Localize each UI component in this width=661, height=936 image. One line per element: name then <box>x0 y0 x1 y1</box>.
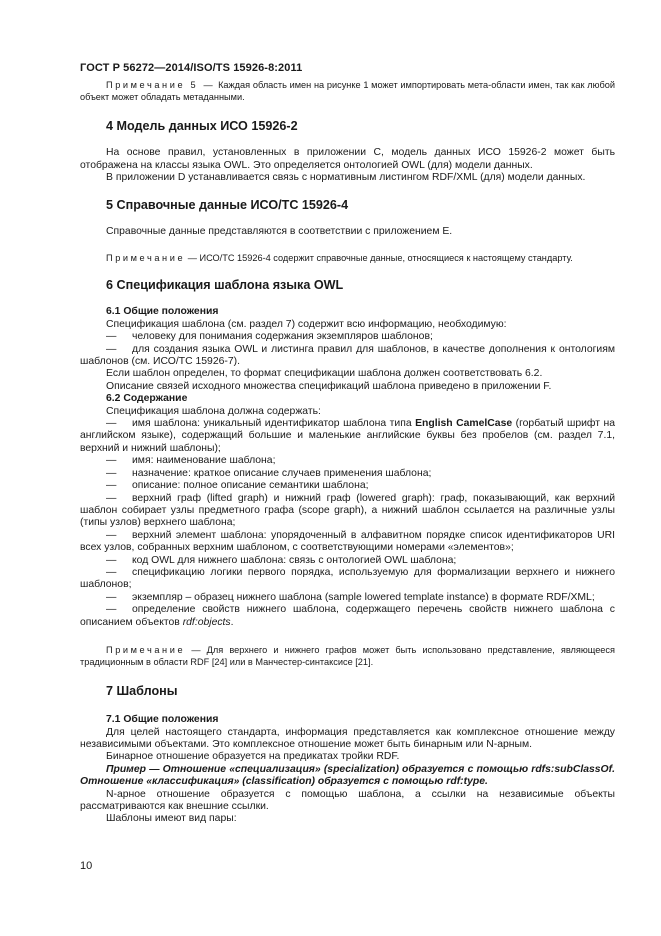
s6-list-item-6 <box>80 530 615 555</box>
s7-paragraph-2: Бинарное отношение образуется на предикатах тройки RDF. <box>106 751 400 763</box>
note-5-text: Каждая область имен на рисунке 1 может импортировать мета-области имен, так как любой объект может обладать метаданными. <box>80 80 616 102</box>
s6-list-item-9 <box>80 592 615 604</box>
document-header: ГОСТ Р 56272—2014/ISO/TS 15926-8:2011 <box>80 62 303 74</box>
list-text: спецификацию логики первого порядка, используемую для формализации верхнего и нижнего шаблонов; <box>80 566 615 591</box>
list-text: имя: наименование шаблона; <box>132 455 276 467</box>
s6-list-item-5 <box>80 493 615 530</box>
list-text: . <box>230 616 234 628</box>
list-text: определение свойств нижнего шаблона, содержащего перечень свойств нижнего шаблона с описанием объектов <box>80 604 615 628</box>
section-5-paragraph-1: Справочные данные представляются в соответствии с приложением Е. <box>106 226 453 238</box>
s6-paragraph-4: Спецификация шаблона должна содержать: <box>106 405 321 417</box>
s6-list-item-7 <box>80 555 615 567</box>
s6-list-item-8 <box>80 567 615 592</box>
s6-dash-text: для создания языка OWL и листинга правил для шаблонов, в качестве дополнения к онтологиям шаблонов (см. ИСО/ТС 15926-7). <box>80 343 615 368</box>
list-text: верхний граф (lifted graph) и нижний граф (lowered graph): граф, показывающий, как верхний шаблон собирает узлы предметного графа (scope graph), а нижний шаблон ссылается на различные узлы (типы узлов) верхнего шаблона; <box>80 492 615 529</box>
dash-mark: — <box>106 554 117 566</box>
page-number: 10 <box>80 860 93 872</box>
section-6-note-text: — Для верхнего и нижнего графов может быть использовано представление, являющееся традиционным в области RDF [24] или в Манчестер-синтаксисе [21]. <box>80 644 615 667</box>
section-6-title: 6 Спецификация шаблона языка OWL <box>106 278 344 293</box>
dash-mark: — <box>106 331 117 343</box>
dash-mark: — <box>106 467 117 479</box>
s7-paragraph-4: Шаблоны имеют вид пары: <box>106 813 237 825</box>
note-label: Примечание <box>106 252 186 263</box>
s6-list-item-4 <box>80 480 615 492</box>
list-text: верхний элемент шаблона: упорядоченный в алфавитном порядке список идентификаторов URI всех узлов, собранных верхним шаблоном, с соответствующими номерами «элементов»; <box>80 529 615 554</box>
s6-dash-text: человеку для понимания содержания экземпляров шаблонов; <box>132 331 433 343</box>
section-6-note <box>80 645 615 668</box>
subsection-7-1-title: 7.1 Общие положения <box>106 714 219 726</box>
dash-mark: — <box>106 418 117 430</box>
s6-list-item-1 <box>80 418 615 455</box>
list-text: код OWL для нижнего шаблона: связь с онтологией OWL шаблона; <box>132 554 457 566</box>
list-text: описание: полное описание семантики шаблона; <box>132 480 369 492</box>
note-5 <box>80 80 615 103</box>
note-5-label: Примечание 5 — <box>106 80 216 90</box>
list-bold-text: English CamelCase <box>415 418 513 430</box>
list-text: (горбатый шрифт на английском языке), содержащий большие и маленькие английские буквы без пробелов (см. раздел 7.1, верхний и нижний шаблоны); <box>80 418 615 454</box>
s7-paragraph-1: Для целей настоящего стандарта, информация представляется как комплексное отношение между независимыми объектами. Это комплексное отношение может быть бинарным или N-арным. <box>80 726 615 750</box>
dash-mark: — <box>106 455 117 467</box>
s6-dash-item-1 <box>80 331 615 343</box>
subsection-6-2-title: 6.2 Содержание <box>106 393 188 405</box>
s7-example <box>80 764 615 789</box>
dash-mark: — <box>106 591 117 603</box>
list-italic-text: rdf:objects <box>182 616 231 628</box>
s6-list-item-10 <box>80 604 615 629</box>
list-text: имя шаблона: уникальный идентификатор шаблона типа <box>132 418 416 430</box>
dash-mark: — <box>106 492 117 504</box>
section-5-note <box>80 253 615 265</box>
s6-list-item-3 <box>80 468 615 480</box>
section-7-title: 7 Шаблоны <box>106 684 178 699</box>
section-4-paragraph-2: В приложении D устанавливается связь с нормативным листингом RDF/XML (для) модели данных. <box>106 172 586 183</box>
s7-paragraph-3: N-арное отношение образуется с помощью шаблона, а ссылки на независимые объекты рассматриваются как внешние ссылки. <box>80 788 615 812</box>
section-5-title: 5 Справочные данные ИСО/ТС 15926-4 <box>106 198 349 213</box>
s6-paragraph-3: Описание связей исходного множества спецификаций шаблона приведено в приложении F. <box>106 380 552 392</box>
dash-mark: — <box>106 566 117 578</box>
section-4-title: 4 Модель данных ИСО 15926-2 <box>106 119 298 134</box>
document-page <box>80 62 615 826</box>
dash-mark: — <box>106 343 117 355</box>
section-5-note-text: — ИСО/ТС 15926-4 содержит справочные данные, относящиеся к настоящему стандарту. <box>185 252 573 263</box>
list-text: экземпляр – образец нижнего шаблона (sample lowered template instance) в формате RDF/XML; <box>132 591 595 603</box>
subsection-6-1-title: 6.1 Общие положения <box>106 306 219 318</box>
list-text: назначение: краткое описание случаев применения шаблона; <box>132 467 432 479</box>
dash-mark: — <box>106 480 117 492</box>
s6-list-item-2 <box>80 455 615 467</box>
s6-dash-item-2 <box>80 344 615 369</box>
s6-paragraph-2: Если шаблон определен, то формат спецификации шаблона должен соответствовать 6.2. <box>106 368 543 380</box>
s6-paragraph-1: Спецификация шаблона (см. раздел 7) содержит всю информацию, необходимую: <box>106 318 507 330</box>
s7-example-text: Пример — Отношение «специализация» (specialization) образуется с помощью rdfs:subClassOf. Отношение «классификация» (classification) образуется с помощью rdf:type. <box>80 763 615 788</box>
dash-mark: — <box>106 529 117 541</box>
section-4-paragraph-1: На основе правил, установленных в приложении С, модель данных ИСО 15926-2 может быть отображена на классы языка OWL. Это определяется онтологией OWL (для) модели данных. <box>80 147 615 171</box>
note-label: Примечание <box>106 644 186 655</box>
dash-mark: — <box>106 604 117 616</box>
